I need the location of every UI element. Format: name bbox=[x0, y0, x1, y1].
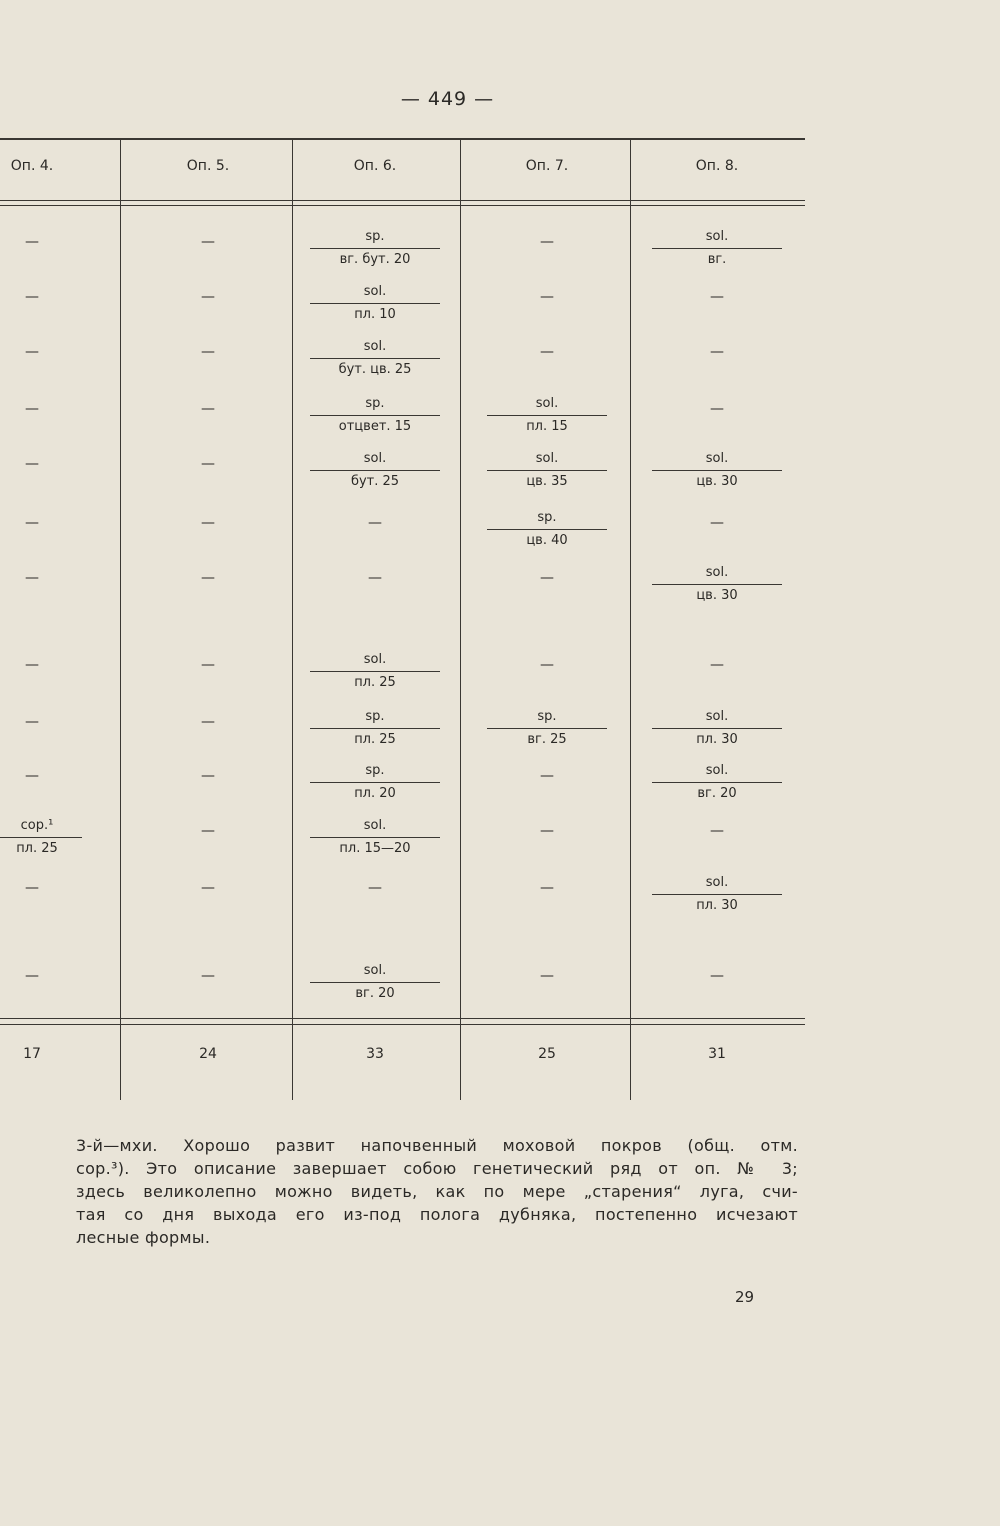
table-cell: — bbox=[201, 456, 215, 472]
table-cell: — bbox=[25, 344, 39, 360]
cell-detail: пл. 30 bbox=[652, 728, 782, 751]
table-cell bbox=[652, 706, 782, 751]
column-header: Оп. 7. bbox=[525, 158, 569, 174]
table-cell bbox=[310, 336, 440, 381]
cell-detail: вг. bbox=[652, 248, 782, 271]
paragraph-line: лесные формы. bbox=[76, 1228, 211, 1247]
column-total: 25 bbox=[538, 1046, 556, 1062]
table-cell: — bbox=[540, 968, 554, 984]
cell-abundance: sp. bbox=[365, 396, 385, 411]
table-cell: — bbox=[368, 880, 382, 896]
cell-abundance: sol. bbox=[705, 709, 729, 724]
table-cell bbox=[310, 706, 440, 751]
table-cell bbox=[652, 448, 782, 493]
table-cell: — bbox=[25, 880, 39, 896]
cell-abundance: sp. bbox=[365, 229, 385, 244]
cell-detail: цв. 40 bbox=[487, 529, 607, 552]
table-cell: — bbox=[201, 515, 215, 531]
table-cell: — bbox=[368, 515, 382, 531]
table-cell: — bbox=[540, 657, 554, 673]
table-cell: — bbox=[540, 234, 554, 250]
cell-detail: вг. 20 bbox=[652, 782, 782, 805]
cell-abundance: sol. bbox=[705, 763, 729, 778]
cell-detail: цв. 30 bbox=[652, 584, 782, 607]
cell-detail: пл. 30 bbox=[652, 894, 782, 917]
table-cell bbox=[310, 393, 440, 438]
table-cell bbox=[310, 448, 440, 493]
cell-abundance: sol. bbox=[363, 451, 387, 466]
table-cell: — bbox=[201, 570, 215, 586]
table-cell: — bbox=[25, 657, 39, 673]
column-header: Оп. 6. bbox=[353, 158, 397, 174]
cell-abundance: sol. bbox=[705, 451, 729, 466]
cell-abundance: sp. bbox=[365, 763, 385, 778]
table-cell: — bbox=[25, 570, 39, 586]
cell-detail: вг. 20 bbox=[310, 982, 440, 1005]
table-cell: — bbox=[201, 768, 215, 784]
cell-abundance: sol. bbox=[535, 451, 559, 466]
table-cell: — bbox=[540, 289, 554, 305]
table-cell: — bbox=[540, 768, 554, 784]
cell-abundance: sol. bbox=[705, 229, 729, 244]
cell-detail: цв. 35 bbox=[487, 470, 607, 493]
column-total: 33 bbox=[366, 1046, 384, 1062]
table-cell: — bbox=[710, 289, 724, 305]
table-cell: — bbox=[540, 880, 554, 896]
cell-abundance: sol. bbox=[363, 339, 387, 354]
body-paragraph bbox=[76, 1134, 798, 1249]
cell-abundance: sol. bbox=[535, 396, 559, 411]
table-cell: — bbox=[201, 714, 215, 730]
table-cell: — bbox=[710, 823, 724, 839]
table-cell: — bbox=[368, 570, 382, 586]
cell-detail: пл. 15 bbox=[487, 415, 607, 438]
table-cell bbox=[487, 448, 607, 493]
table-cell: — bbox=[540, 570, 554, 586]
column-total: 31 bbox=[708, 1046, 726, 1062]
cell-detail: вг. 25 bbox=[487, 728, 607, 751]
cell-detail: бут. 25 bbox=[310, 470, 440, 493]
table-cell bbox=[310, 281, 440, 326]
table-cell: — bbox=[201, 823, 215, 839]
page-number: — 449 — bbox=[400, 88, 495, 110]
paragraph-line: сор.³). Это описание завершает собою генетический ряд от оп. № 3; bbox=[76, 1159, 798, 1178]
table-cell: — bbox=[710, 515, 724, 531]
table-cell: — bbox=[25, 234, 39, 250]
table-cell: — bbox=[25, 515, 39, 531]
cell-detail: пл. 25 bbox=[310, 671, 440, 694]
table-cell: — bbox=[710, 344, 724, 360]
column-total: 24 bbox=[199, 1046, 217, 1062]
cell-abundance: sp. bbox=[537, 510, 557, 525]
table-cell: — bbox=[201, 401, 215, 417]
cell-abundance: sp. bbox=[537, 709, 557, 724]
cell-detail: вг. бут. 20 bbox=[310, 248, 440, 271]
table-cell bbox=[487, 507, 607, 552]
cell-detail: отцвет. 15 bbox=[310, 415, 440, 438]
cell-detail: пл. 15—20 bbox=[310, 837, 440, 860]
table-cell bbox=[652, 872, 782, 917]
cell-detail: пл. 25 bbox=[310, 728, 440, 751]
table-cell: — bbox=[25, 968, 39, 984]
cell-abundance: sol. bbox=[363, 284, 387, 299]
table-cell bbox=[652, 562, 782, 607]
table-cell: — bbox=[25, 714, 39, 730]
table-cell: — bbox=[201, 344, 215, 360]
cell-abundance: sol. bbox=[363, 818, 387, 833]
paragraph-line: тая со дня выхода его из-под полога дубняка, постепенно исчезают bbox=[76, 1205, 798, 1224]
column-header: Оп. 4. bbox=[10, 158, 54, 174]
table-cell: — bbox=[25, 289, 39, 305]
table-cell bbox=[310, 649, 440, 694]
column-header: Оп. 5. bbox=[186, 158, 230, 174]
table-cell bbox=[487, 393, 607, 438]
table-cell: — bbox=[710, 401, 724, 417]
table-cell: — bbox=[201, 657, 215, 673]
table-cell bbox=[0, 815, 82, 860]
table-cell bbox=[652, 760, 782, 805]
column-divider bbox=[460, 140, 461, 1100]
table-cell: — bbox=[710, 657, 724, 673]
table-cell: — bbox=[710, 968, 724, 984]
cell-abundance: sol. bbox=[363, 652, 387, 667]
table-cell: — bbox=[540, 344, 554, 360]
cell-abundance: sol. bbox=[363, 963, 387, 978]
cell-abundance: sp. bbox=[365, 709, 385, 724]
cell-detail: цв. 30 bbox=[652, 470, 782, 493]
table-cell: — bbox=[25, 401, 39, 417]
table-cell bbox=[652, 226, 782, 271]
column-divider bbox=[292, 140, 293, 1100]
paragraph-line: здесь великолепно можно видеть, как по мере „старения“ луга, счи- bbox=[76, 1182, 798, 1201]
column-divider bbox=[630, 140, 631, 1100]
paragraph-line: 3-й—мхи. Хорошо развит напочвенный моховой покров (общ. отм. bbox=[76, 1136, 798, 1155]
cell-abundance: сор.¹ bbox=[20, 818, 54, 833]
column-total: 17 bbox=[23, 1046, 41, 1062]
table-cell: — bbox=[201, 234, 215, 250]
table-cell bbox=[310, 815, 440, 860]
table-cell: — bbox=[201, 880, 215, 896]
column-divider bbox=[120, 140, 121, 1100]
table-cell bbox=[310, 960, 440, 1005]
table-cell bbox=[310, 226, 440, 271]
cell-detail: пл. 10 bbox=[310, 303, 440, 326]
column-header: Оп. 8. bbox=[695, 158, 739, 174]
cell-detail: бут. цв. 25 bbox=[310, 358, 440, 381]
cell-detail: пл. 25 bbox=[0, 837, 82, 860]
signature-mark: 29 bbox=[735, 1288, 755, 1306]
table-cell: — bbox=[540, 823, 554, 839]
table-cell: — bbox=[25, 456, 39, 472]
cell-abundance: sol. bbox=[705, 565, 729, 580]
table-cell bbox=[487, 706, 607, 751]
table-cell: — bbox=[201, 289, 215, 305]
cell-detail: пл. 20 bbox=[310, 782, 440, 805]
table-cell bbox=[310, 760, 440, 805]
cell-abundance: sol. bbox=[705, 875, 729, 890]
table-cell: — bbox=[201, 968, 215, 984]
table-cell: — bbox=[25, 768, 39, 784]
